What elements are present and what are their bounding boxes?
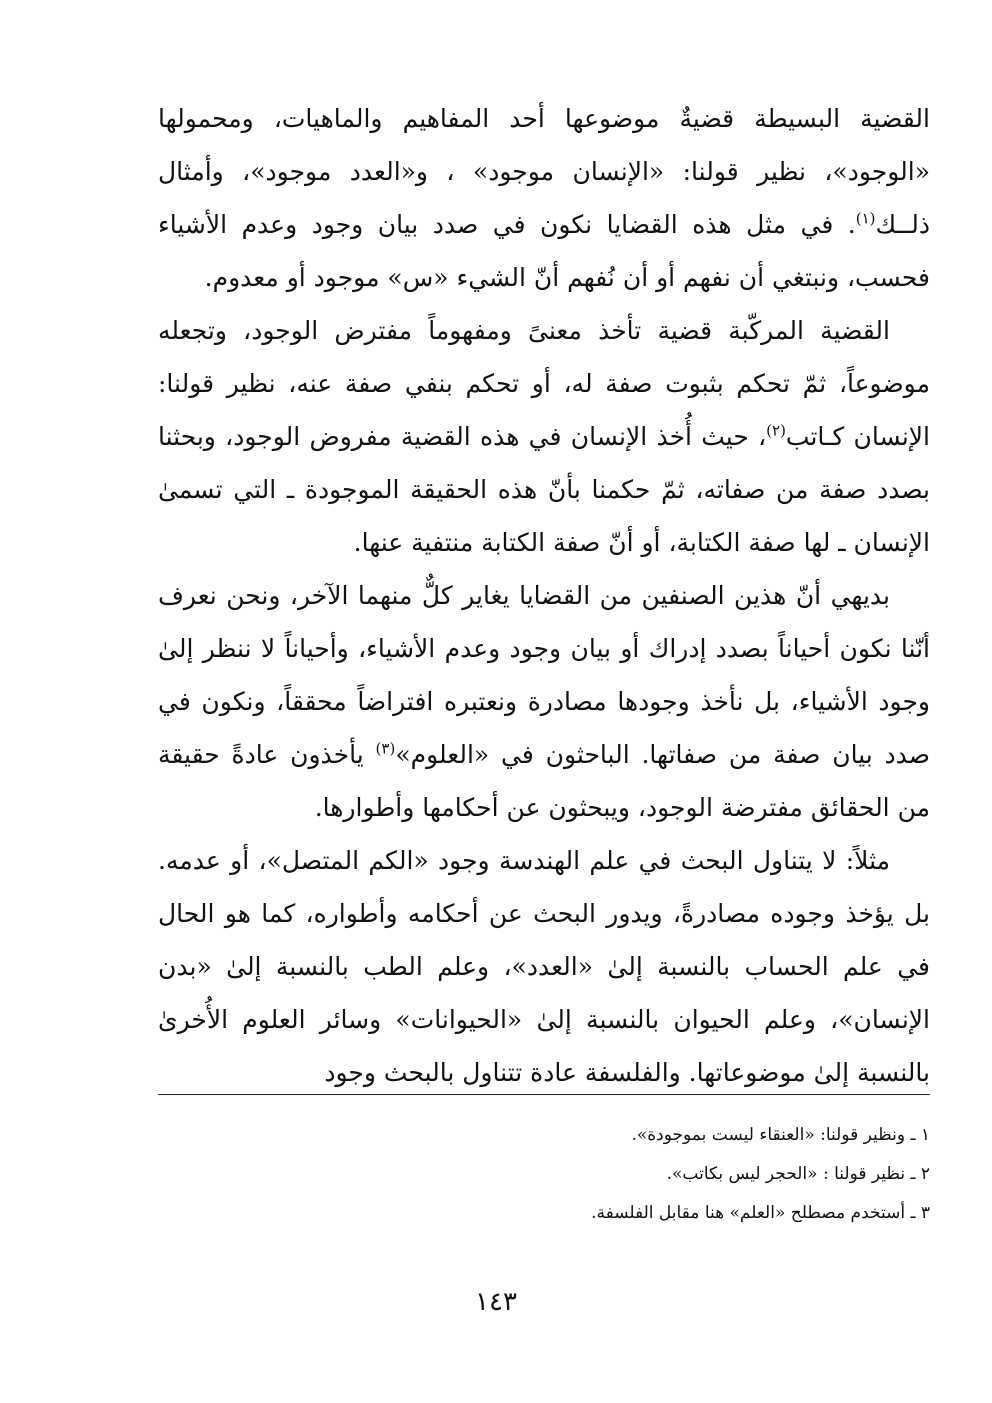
- paragraph-text: القضية المركّبة قضية تأخذ معنىً ومفهوماً مفترض الوجود، وتجعله موضوعاً، ثمّ تحكم بثبوت صفة له، أو تحكم بنفي صفة عنه، نظير قولنا: الإنسان كـاتب: [158, 316, 930, 451]
- footnote-3: ٣ ـ أستخدم مصطلح «العلم» هنا مقابل الفلسفة.: [591, 1203, 930, 1223]
- footnote-1: ١ ـ ونظير قولنا: «العنقاء ليست بموجودة».: [631, 1125, 930, 1145]
- paragraph-text: ، حيث أُخذ الإنسان في هذه القضية مفروض الوجود، وبحثنا بصدد صفة من صفاته، ثمّ حكمنا بأنّ هذه الحقيقة الموجودة ـ التي تسمىٰ الإنسان ـ لها صفة الكتابة، أو أنّ صفة الكتابة منتفية عنها.: [158, 422, 930, 557]
- footnote-divider: [158, 1094, 930, 1095]
- main-text: [158, 92, 930, 1099]
- footnote-2: ٢ ـ نظير قولنا : «الحجر ليس بكاتب».: [666, 1164, 930, 1184]
- paragraph-difference: [158, 569, 930, 834]
- paragraph-text: مثلاً: لا يتناول البحث في علم الهندسة وجود «الكم المتصل»، أو عدمه. بل يؤخذ وجوده مصادرةً، ويدور البحث عن أحكامه وأطواره، كما هو الحال في علم الحساب بالنسبة إلىٰ «العدد»، وعلم الطب بالنسبة إلىٰ «بدن الإنسان»، وعلم الحيوان بالنسبة إلىٰ «الحيوانات» وسائر العلوم الأُخرىٰ بالنسبة إلىٰ موضوعاتها. والفلسفة عادة تتناول بالبحث وجود: [158, 846, 931, 1087]
- paragraph-text: القضية البسيطة قضيةٌ موضوعها أحد المفاهيم والماهيات، ومحمولها «الوجود»، نظير قولنا: «الإنسان موجود» ، و«العدد موجود»، وأمثال ذلــك: [158, 104, 930, 239]
- footnote-reference[interactable]: (٢): [766, 421, 786, 440]
- page-number: ١٤٣: [475, 1287, 517, 1317]
- paragraph-example: [158, 834, 930, 1099]
- paragraph-text: بديهي أنّ هذين الصنفين من القضايا يغاير كلٌّ منهما الآخر، ونحن نعرف أنّنا نكون أحياناً بصدد إدراك أو بيان وجود وعدم الأشياء، وأحياناً لا ننظر إلىٰ وجود الأشياء، بل نأخذ وجودها مصادرة ونعتبره افتراضاً محققاً، ونكون في صدد بيان صفة من صفاتها. الباحثون في «العلوم»: [158, 581, 931, 769]
- footnote-reference[interactable]: (١): [855, 209, 876, 228]
- paragraph-text: . في مثل هذه القضايا نكون في صدد بيان وجود وعدم الأشياء فحسب، ونبتغي أن نفهم أو أن نُفهم أنّ الشيء «س» موجود أو معدوم.: [158, 210, 930, 292]
- footnotes: [158, 1116, 930, 1233]
- paragraph-simple-proposition: [158, 92, 930, 304]
- paragraph-text: يأخذون عادةً حقيقة من الحقائق مفترضة الوجود، ويبحثون عن أحكامها وأطوارها.: [158, 740, 930, 822]
- footnote-reference[interactable]: (٣): [375, 739, 396, 758]
- paragraph-compound-proposition: [158, 304, 930, 569]
